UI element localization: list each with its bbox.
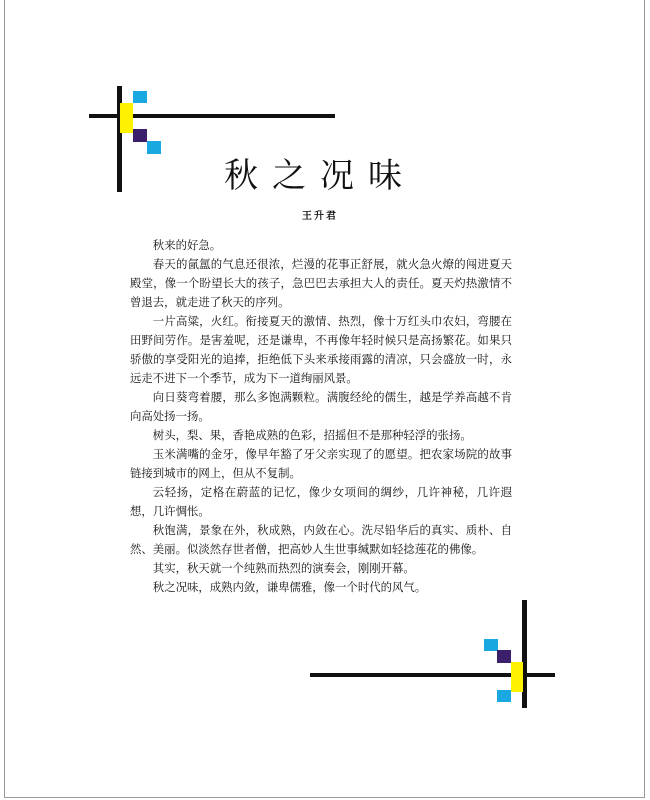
- ornament-square-cyan: [484, 639, 498, 651]
- paragraph: 玉米满嘴的金牙，像早年豁了牙父亲实现了的愿望。把农家场院的故事链接到城市的网上，但从不复制。: [130, 447, 512, 480]
- article-body: [130, 236, 512, 597]
- ornament-bar-yellow: [511, 662, 523, 692]
- paragraph: 秋饱满，景象在外，秋成熟，内敛在心。洗尽铅华后的真实、质朴、自然、美丽。似淡然存世者僧，把高妙人生世事缄默如轻捻莲花的佛像。: [130, 523, 512, 556]
- paragraph: 秋之况味，成熟内敛，谦卑儒雅，像一个时代的风气。: [152, 580, 427, 594]
- paragraph: 春天的氤氲的气息还很浓，烂漫的花事正舒展，就火急火燎的闯进夏天殿堂，像一个盼望长大的孩子，急巴巴去承担大人的责任。夏天灼热激情不曾退去，就走进了秋天的序列。: [130, 257, 512, 309]
- paragraph: 其实，秋天就一个纯熟而热烈的演奏会，刚刚开幕。: [152, 561, 415, 575]
- paragraph: 一片高粱，火红。衔接夏天的激情、热烈，像十万红头巾农妇，弯腰在田野间劳作。是害羞呢，还是谦卑，不再像年轻时候只是高扬繁花。如果只骄傲的享受阳光的追捧，拒绝低下头来承接雨露的清凉，只会盛放一时，永远走不进下一个季节，成为下一道绚丽风景。: [130, 314, 512, 385]
- ornament-square-cyan: [497, 690, 511, 702]
- paragraph: 秋来的好急。: [152, 238, 222, 252]
- page-title: 秋之况味: [224, 156, 416, 196]
- ornament-square-purple: [497, 650, 511, 663]
- paragraph: 向日葵弯着腰，那么多饱满颗粒。满腹经纶的儒生，越是学养高越不肯向高处扬一扬。: [130, 390, 512, 423]
- author-name: 王升君: [302, 211, 338, 222]
- paragraph: 云轻扬，定格在蔚蓝的记忆，像少女项间的绸纱，几许神秘，几许遐想，几许惆怅。: [130, 485, 512, 518]
- paragraph: 树头，梨、果，香艳成熟的色彩，招摇但不是那种轻浮的张扬。: [152, 428, 472, 442]
